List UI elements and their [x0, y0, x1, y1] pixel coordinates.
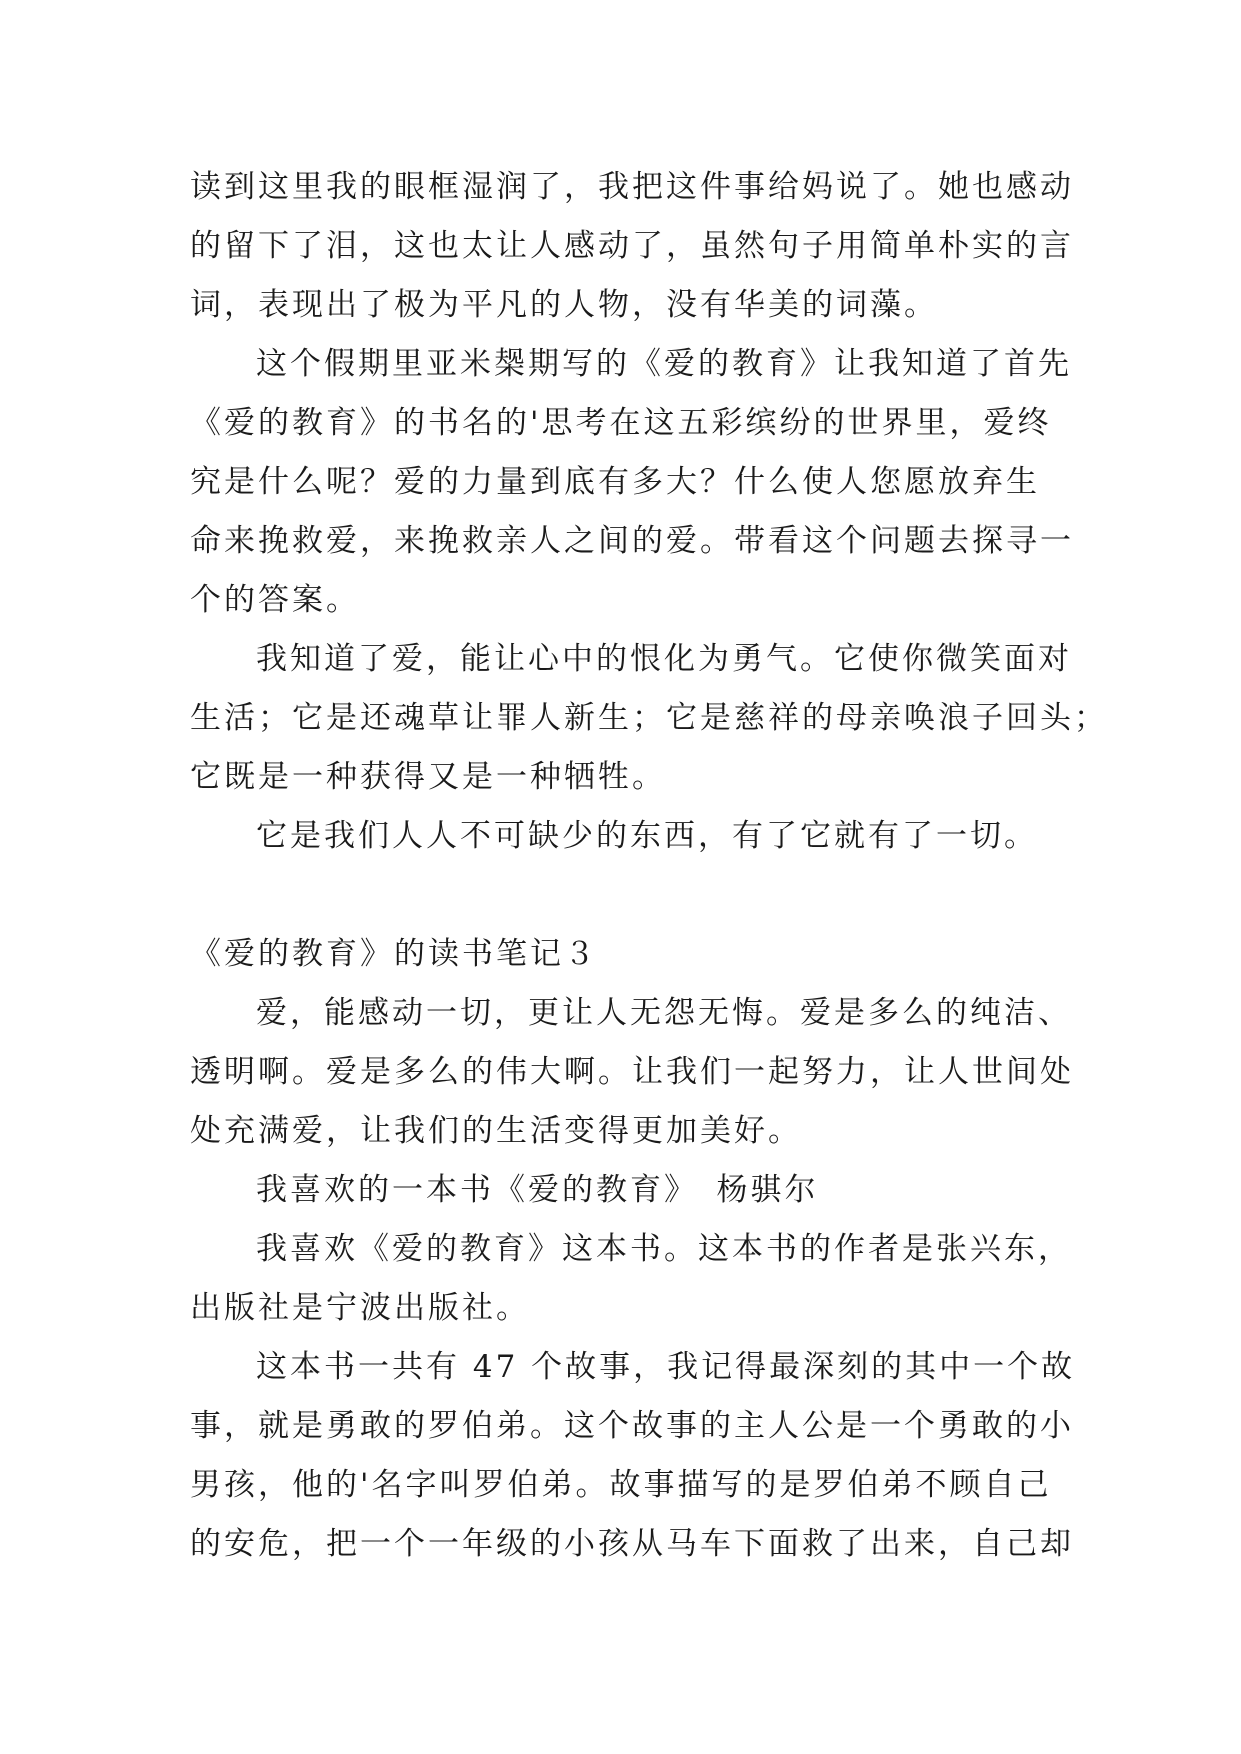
document-body: [190, 158, 1108, 1574]
text-line: 处充满爱，让我们的生活变得更加美好。: [190, 1113, 802, 1149]
text-line: 的留下了泪，这也太让人感动了，虽然句子用简单朴实的言: [190, 228, 1074, 264]
text-line: 读到这里我的眼框湿润了，我把这件事给妈说了。她也感动: [190, 169, 1074, 205]
text-line: 《爱的教育》的书名的'思考在这五彩缤纷的世界里，爱终: [190, 405, 1052, 441]
text-line: 它是我们人人不可缺少的东西，有了它就有了一切。: [256, 818, 1038, 854]
text-line: 我喜欢《爱的教育》这本书。这本书的作者是张兴东，: [256, 1231, 1072, 1267]
article-title: 我喜欢的一本书《爱的教育》 杨骐尔: [256, 1172, 819, 1208]
text-line: 这本书一共有 47 个故事，我记得最深刻的其中一个故: [256, 1349, 1076, 1385]
text-line: 透明啊。爱是多么的伟大啊。让我们一起努力，让人世间处: [190, 1054, 1074, 1090]
text-line: 命来挽救爱，来挽救亲人之间的爱。带看这个问题去探寻一: [190, 523, 1074, 559]
text-line: 它既是一种获得又是一种牺牲。: [190, 759, 666, 795]
text-line: 男孩，他的'名字叫罗伯弟。故事描写的是罗伯弟不顾自己: [190, 1467, 1052, 1503]
text-line: 个的答案。: [190, 582, 360, 618]
text-line: 究是什么呢？爱的力量到底有多大？什么使人您愿放弃生: [190, 464, 1040, 500]
text-line: 这个假期里亚米椝期写的《爱的教育》让我知道了首先: [256, 346, 1072, 382]
paragraph-gap: [190, 866, 1052, 925]
text-line: 词，表现出了极为平凡的人物，没有华美的词藻。: [190, 287, 938, 323]
text-line: 爱，能感动一切，更让人无怨无悔。爱是多么的纯洁、: [256, 995, 1072, 1031]
text-line: 生活；它是还魂草让罪人新生；它是慈祥的母亲唤浪子回头；: [190, 700, 1108, 736]
text-line: 的安危，把一个一年级的小孩从马车下面救了出来，自己却: [190, 1526, 1074, 1562]
text-line: 事，就是勇敢的罗伯弟。这个故事的主人公是一个勇敢的小: [190, 1408, 1074, 1444]
text-line: 出版社是宁波出版社。: [190, 1290, 530, 1326]
section-heading: 《爱的教育》的读书笔记３: [190, 936, 598, 972]
text-line: 我知道了爱，能让心中的恨化为勇气。它使你微笑面对: [256, 641, 1072, 677]
